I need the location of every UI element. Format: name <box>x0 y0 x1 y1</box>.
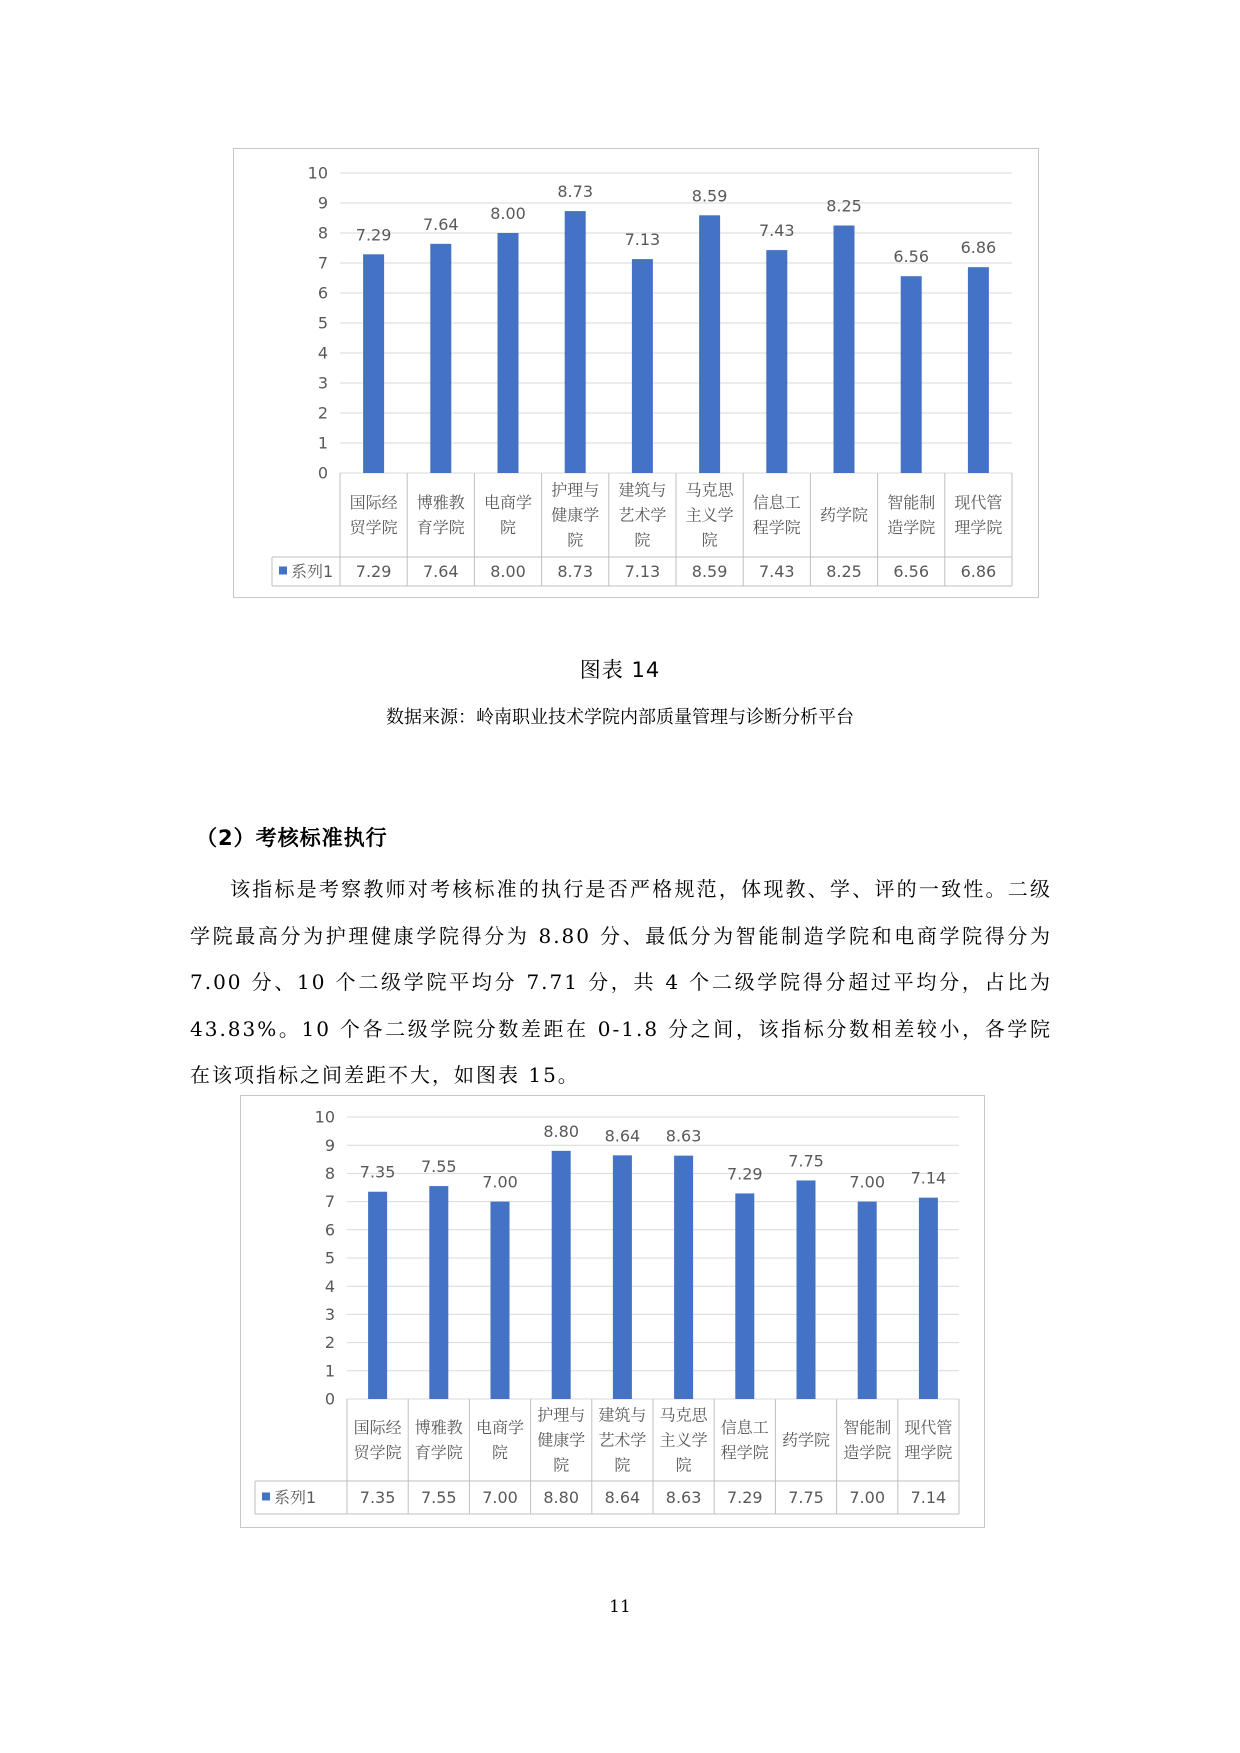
category-label: 院 <box>567 530 584 550</box>
category-label: 院 <box>614 1455 631 1475</box>
table-value: 6.56 <box>893 562 930 582</box>
category-label: 程学院 <box>720 1443 769 1463</box>
y-tick-label: 1 <box>317 433 328 453</box>
y-tick-label: 9 <box>317 193 328 213</box>
page-number: 11 <box>609 1597 631 1617</box>
bar <box>766 250 787 473</box>
chart-scores-figure-15 <box>240 1095 985 1528</box>
bar <box>565 211 586 473</box>
table-value: 7.00 <box>482 1488 518 1508</box>
data-label: 8.00 <box>490 204 526 223</box>
legend-swatch <box>279 567 287 575</box>
bar <box>699 215 720 473</box>
figure-source-note: 数据来源：岭南职业技术学院内部质量管理与诊断分析平台 <box>386 707 854 728</box>
table-value: 7.43 <box>758 562 795 582</box>
table-value: 7.29 <box>726 1488 763 1508</box>
category-label: 育学院 <box>416 518 465 538</box>
y-tick-label: 5 <box>324 1248 335 1268</box>
section-heading: （2）考核标准执行 <box>196 826 388 850</box>
figure-caption: 图表 14 <box>579 658 661 682</box>
table-value: 7.14 <box>910 1488 947 1508</box>
y-tick-label: 7 <box>324 1192 335 1212</box>
category-label: 信息工 <box>720 1418 769 1438</box>
category-label: 造学院 <box>887 518 936 538</box>
table-value: 8.25 <box>826 562 862 582</box>
category-label: 马克思 <box>659 1405 708 1425</box>
bar <box>368 1192 387 1399</box>
bar <box>491 1202 510 1399</box>
data-label: 7.75 <box>788 1151 824 1171</box>
bar <box>834 226 855 474</box>
y-tick-label: 4 <box>324 1276 335 1296</box>
category-label: 药学院 <box>819 505 869 525</box>
category-label: 护理与 <box>551 480 600 500</box>
table-value: 6.86 <box>960 562 997 582</box>
category-label: 电商学 <box>483 493 533 513</box>
category-label: 院 <box>499 518 517 538</box>
category-label: 院 <box>634 530 651 550</box>
category-label: 博雅教 <box>414 1418 463 1438</box>
data-label: 7.29 <box>726 1164 763 1184</box>
y-tick-label: 3 <box>317 373 328 393</box>
y-tick-label: 0 <box>317 463 328 483</box>
bar <box>919 1198 938 1399</box>
y-tick-label: 4 <box>317 343 328 363</box>
category-label: 院 <box>491 1443 509 1463</box>
y-tick-label: 0 <box>324 1389 335 1409</box>
data-label: 7.13 <box>624 230 661 250</box>
legend-series-name: 系列1 <box>291 562 334 582</box>
y-tick-label: 10 <box>314 1107 335 1127</box>
table-value: 7.55 <box>420 1488 457 1508</box>
category-label: 贸学院 <box>353 1443 402 1463</box>
data-label: 7.55 <box>420 1157 457 1177</box>
category-label: 建筑与 <box>618 480 667 500</box>
category-label: 理学院 <box>904 1443 953 1463</box>
data-label: 8.80 <box>543 1121 580 1141</box>
table-value: 8.64 <box>604 1488 641 1508</box>
y-tick-label: 6 <box>317 283 328 303</box>
y-tick-label: 5 <box>317 313 328 333</box>
table-value: 8.59 <box>691 562 728 582</box>
category-label: 博雅教 <box>416 493 465 513</box>
category-label: 艺术学 <box>618 505 667 525</box>
category-label: 贸学院 <box>349 518 398 538</box>
table-value: 8.63 <box>665 1488 702 1508</box>
bar <box>674 1156 693 1399</box>
table-value: 7.35 <box>359 1488 396 1508</box>
bar <box>901 276 922 473</box>
data-label: 7.29 <box>355 225 392 245</box>
category-label: 育学院 <box>414 1443 463 1463</box>
category-label: 程学院 <box>752 518 801 538</box>
data-label: 7.00 <box>482 1172 518 1192</box>
category-label: 现代管 <box>954 493 1003 513</box>
data-label: 7.43 <box>758 221 795 241</box>
y-tick-label: 2 <box>317 403 328 423</box>
y-tick-label: 9 <box>324 1135 335 1155</box>
table-value: 8.00 <box>490 562 526 582</box>
data-label: 8.59 <box>691 186 728 206</box>
data-label: 7.35 <box>359 1162 396 1182</box>
y-tick-label: 3 <box>324 1305 335 1324</box>
bar <box>552 1151 571 1399</box>
category-label: 造学院 <box>843 1443 892 1463</box>
table-value: 8.80 <box>543 1488 580 1508</box>
y-tick-label: 8 <box>324 1164 335 1183</box>
category-label: 院 <box>675 1455 692 1475</box>
category-label: 院 <box>701 530 718 550</box>
category-label: 建筑与 <box>598 1405 647 1425</box>
legend-swatch <box>262 1493 270 1501</box>
category-label: 理学院 <box>954 518 1003 538</box>
data-label: 8.25 <box>826 196 862 216</box>
table-value: 7.13 <box>624 562 661 582</box>
bar-chart-2 <box>241 1096 984 1527</box>
y-tick-label: 8 <box>317 223 328 243</box>
category-label: 智能制 <box>887 493 936 513</box>
bar <box>632 259 653 473</box>
y-tick-label: 6 <box>324 1220 335 1240</box>
category-label: 电商学 <box>475 1418 525 1438</box>
data-label: 8.73 <box>557 182 594 202</box>
category-label: 马克思 <box>685 480 734 500</box>
bar <box>613 1155 632 1399</box>
bar <box>797 1180 816 1399</box>
data-label: 7.14 <box>910 1168 947 1188</box>
category-label: 护理与 <box>537 1405 586 1425</box>
category-label: 药学院 <box>781 1430 831 1450</box>
data-label: 6.56 <box>893 247 930 267</box>
category-label: 信息工 <box>752 493 801 513</box>
y-tick-label: 2 <box>324 1333 335 1353</box>
category-label: 院 <box>553 1455 570 1475</box>
y-tick-label: 10 <box>307 163 328 183</box>
category-label: 健康学 <box>537 1430 586 1450</box>
y-tick-label: 7 <box>317 253 328 273</box>
body-paragraph: 该指标是考察教师对考核标准的执行是否严格规范，体现教、学、评的一致性。二级学院最高分为护理健康学院得分为 8.80 分、最低分为智能制造学院和电商学院得分为 7.00 分、10 个二级学院平均分 7.71 分，共 4 个二级学院得分超过平均分，占比为 43.83%。10 个各二级学院分数差距在 0-1.8 分之间，该指标分数相差较小，各学院在该项指标之间差距不大，如图表 15。 <box>190 877 1052 1087</box>
category-label: 主义学 <box>659 1430 708 1450</box>
bar <box>429 1186 448 1399</box>
data-label: 8.64 <box>604 1126 641 1146</box>
bar <box>498 233 519 473</box>
category-label: 健康学 <box>551 505 600 525</box>
bar <box>363 254 384 473</box>
table-value: 7.75 <box>788 1488 824 1508</box>
category-label: 艺术学 <box>598 1430 647 1450</box>
category-label: 智能制 <box>843 1418 892 1438</box>
legend-series-name: 系列1 <box>274 1488 317 1508</box>
table-value: 7.64 <box>422 562 459 582</box>
table-value: 7.00 <box>849 1488 886 1508</box>
y-tick-label: 1 <box>324 1361 335 1381</box>
category-label: 现代管 <box>904 1418 953 1438</box>
data-label: 6.86 <box>960 238 997 258</box>
bar <box>858 1202 877 1399</box>
category-label: 国际经 <box>353 1418 402 1438</box>
category-label: 主义学 <box>685 505 734 525</box>
data-label: 7.00 <box>849 1172 886 1192</box>
bar-chart-1 <box>234 149 1038 597</box>
table-value: 7.29 <box>355 562 392 582</box>
category-label: 国际经 <box>349 493 398 513</box>
bar <box>968 267 989 473</box>
bar <box>430 244 451 473</box>
bar <box>735 1193 754 1399</box>
data-label: 7.64 <box>422 214 459 234</box>
chart-scores-figure-14 <box>233 148 1039 598</box>
data-label: 8.63 <box>665 1126 702 1146</box>
table-value: 8.73 <box>557 562 594 582</box>
